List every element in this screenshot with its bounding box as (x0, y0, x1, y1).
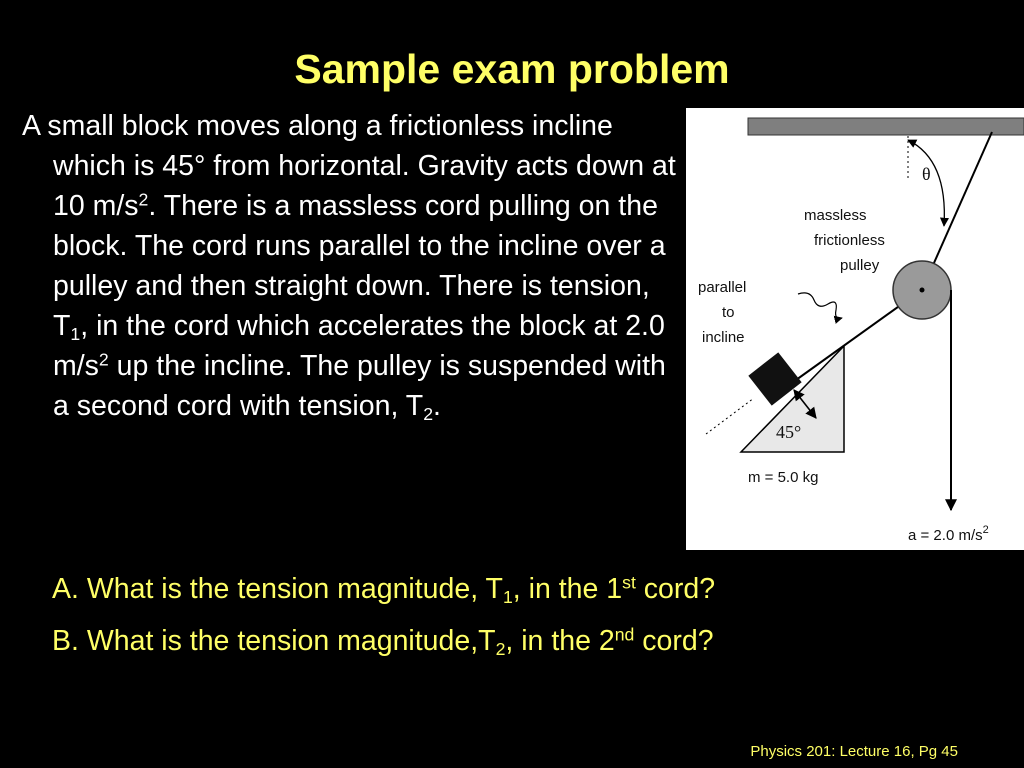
incline-pulley-diagram (686, 108, 1024, 550)
problem-text-2: from horizontal. Gravity acts down at 10 m/s (53, 150, 676, 222)
problem-text-4: , in the cord which accelerates the block at 2.0 m/s (53, 310, 665, 382)
theta-label: θ (922, 164, 931, 184)
acceleration-label-exponent: 2 (982, 524, 989, 536)
problem-text-1: small block moves along a frictionless incline which is 45 (47, 110, 613, 182)
parallel-indicator-squiggle (798, 293, 842, 318)
question-a-text-1: A. What is the tension magnitude, T (52, 573, 503, 605)
problem-paragraph (22, 106, 682, 426)
question-a-text-2: , in the 1 (512, 573, 623, 605)
incline-angle-label: 45° (776, 422, 802, 442)
mass-label: m = 5.0 kg (748, 469, 819, 486)
problem-text-5: up the incline. The pulley is suspended with a second cord with tension, T (53, 350, 666, 422)
pulley-label-line-3: pulley (840, 257, 880, 274)
problem-lead: A (22, 110, 40, 142)
slide-title: Sample exam problem (294, 46, 730, 92)
parallel-label-line-2: to (722, 304, 735, 321)
problem-text-6: . (433, 390, 441, 422)
motion-guide-line (706, 398, 754, 434)
pulley-label-line-2: frictionless (814, 232, 885, 249)
diagram-svg (686, 108, 1024, 550)
acceleration-label-text: a = 2.0 m/s (908, 527, 983, 544)
question-b-text-2: , in the 2 (505, 625, 615, 657)
question-a-text-3: cord? (635, 573, 716, 605)
problem-text-3: . There is a massless cord pulling on the block. The cord runs parallel to the incline over a pulley and then straight down. There is tension, T (53, 190, 666, 342)
tension-subscript-1: 1 (70, 323, 81, 344)
question-b-subscript: 2 (495, 638, 506, 659)
parallel-label-line-1: parallel (698, 279, 747, 296)
acceleration-label (908, 524, 989, 544)
question-a-subscript: 1 (502, 586, 513, 607)
tension-subscript-2: 2 (423, 403, 434, 424)
degree-symbol: ° (193, 150, 206, 182)
problem-statement (22, 106, 682, 426)
question-b-text-3: cord? (634, 625, 714, 657)
question-b-ordinal: nd (614, 624, 635, 645)
question-b-text-1: B. What is the tension magnitude,T (52, 625, 496, 657)
question-a (52, 569, 992, 609)
pulley-axle (920, 288, 925, 293)
parallel-label-line-3: incline (702, 329, 745, 346)
pulley-label-line-1: massless (804, 207, 867, 224)
squared-exponent-2: 2 (98, 349, 109, 370)
question-a-ordinal: st (622, 572, 636, 593)
slide-footer: Physics 201: Lecture 16, Pg 45 (750, 743, 958, 760)
ceiling-support (748, 118, 1024, 135)
squared-exponent-1: 2 (138, 189, 149, 210)
question-b (52, 621, 992, 661)
